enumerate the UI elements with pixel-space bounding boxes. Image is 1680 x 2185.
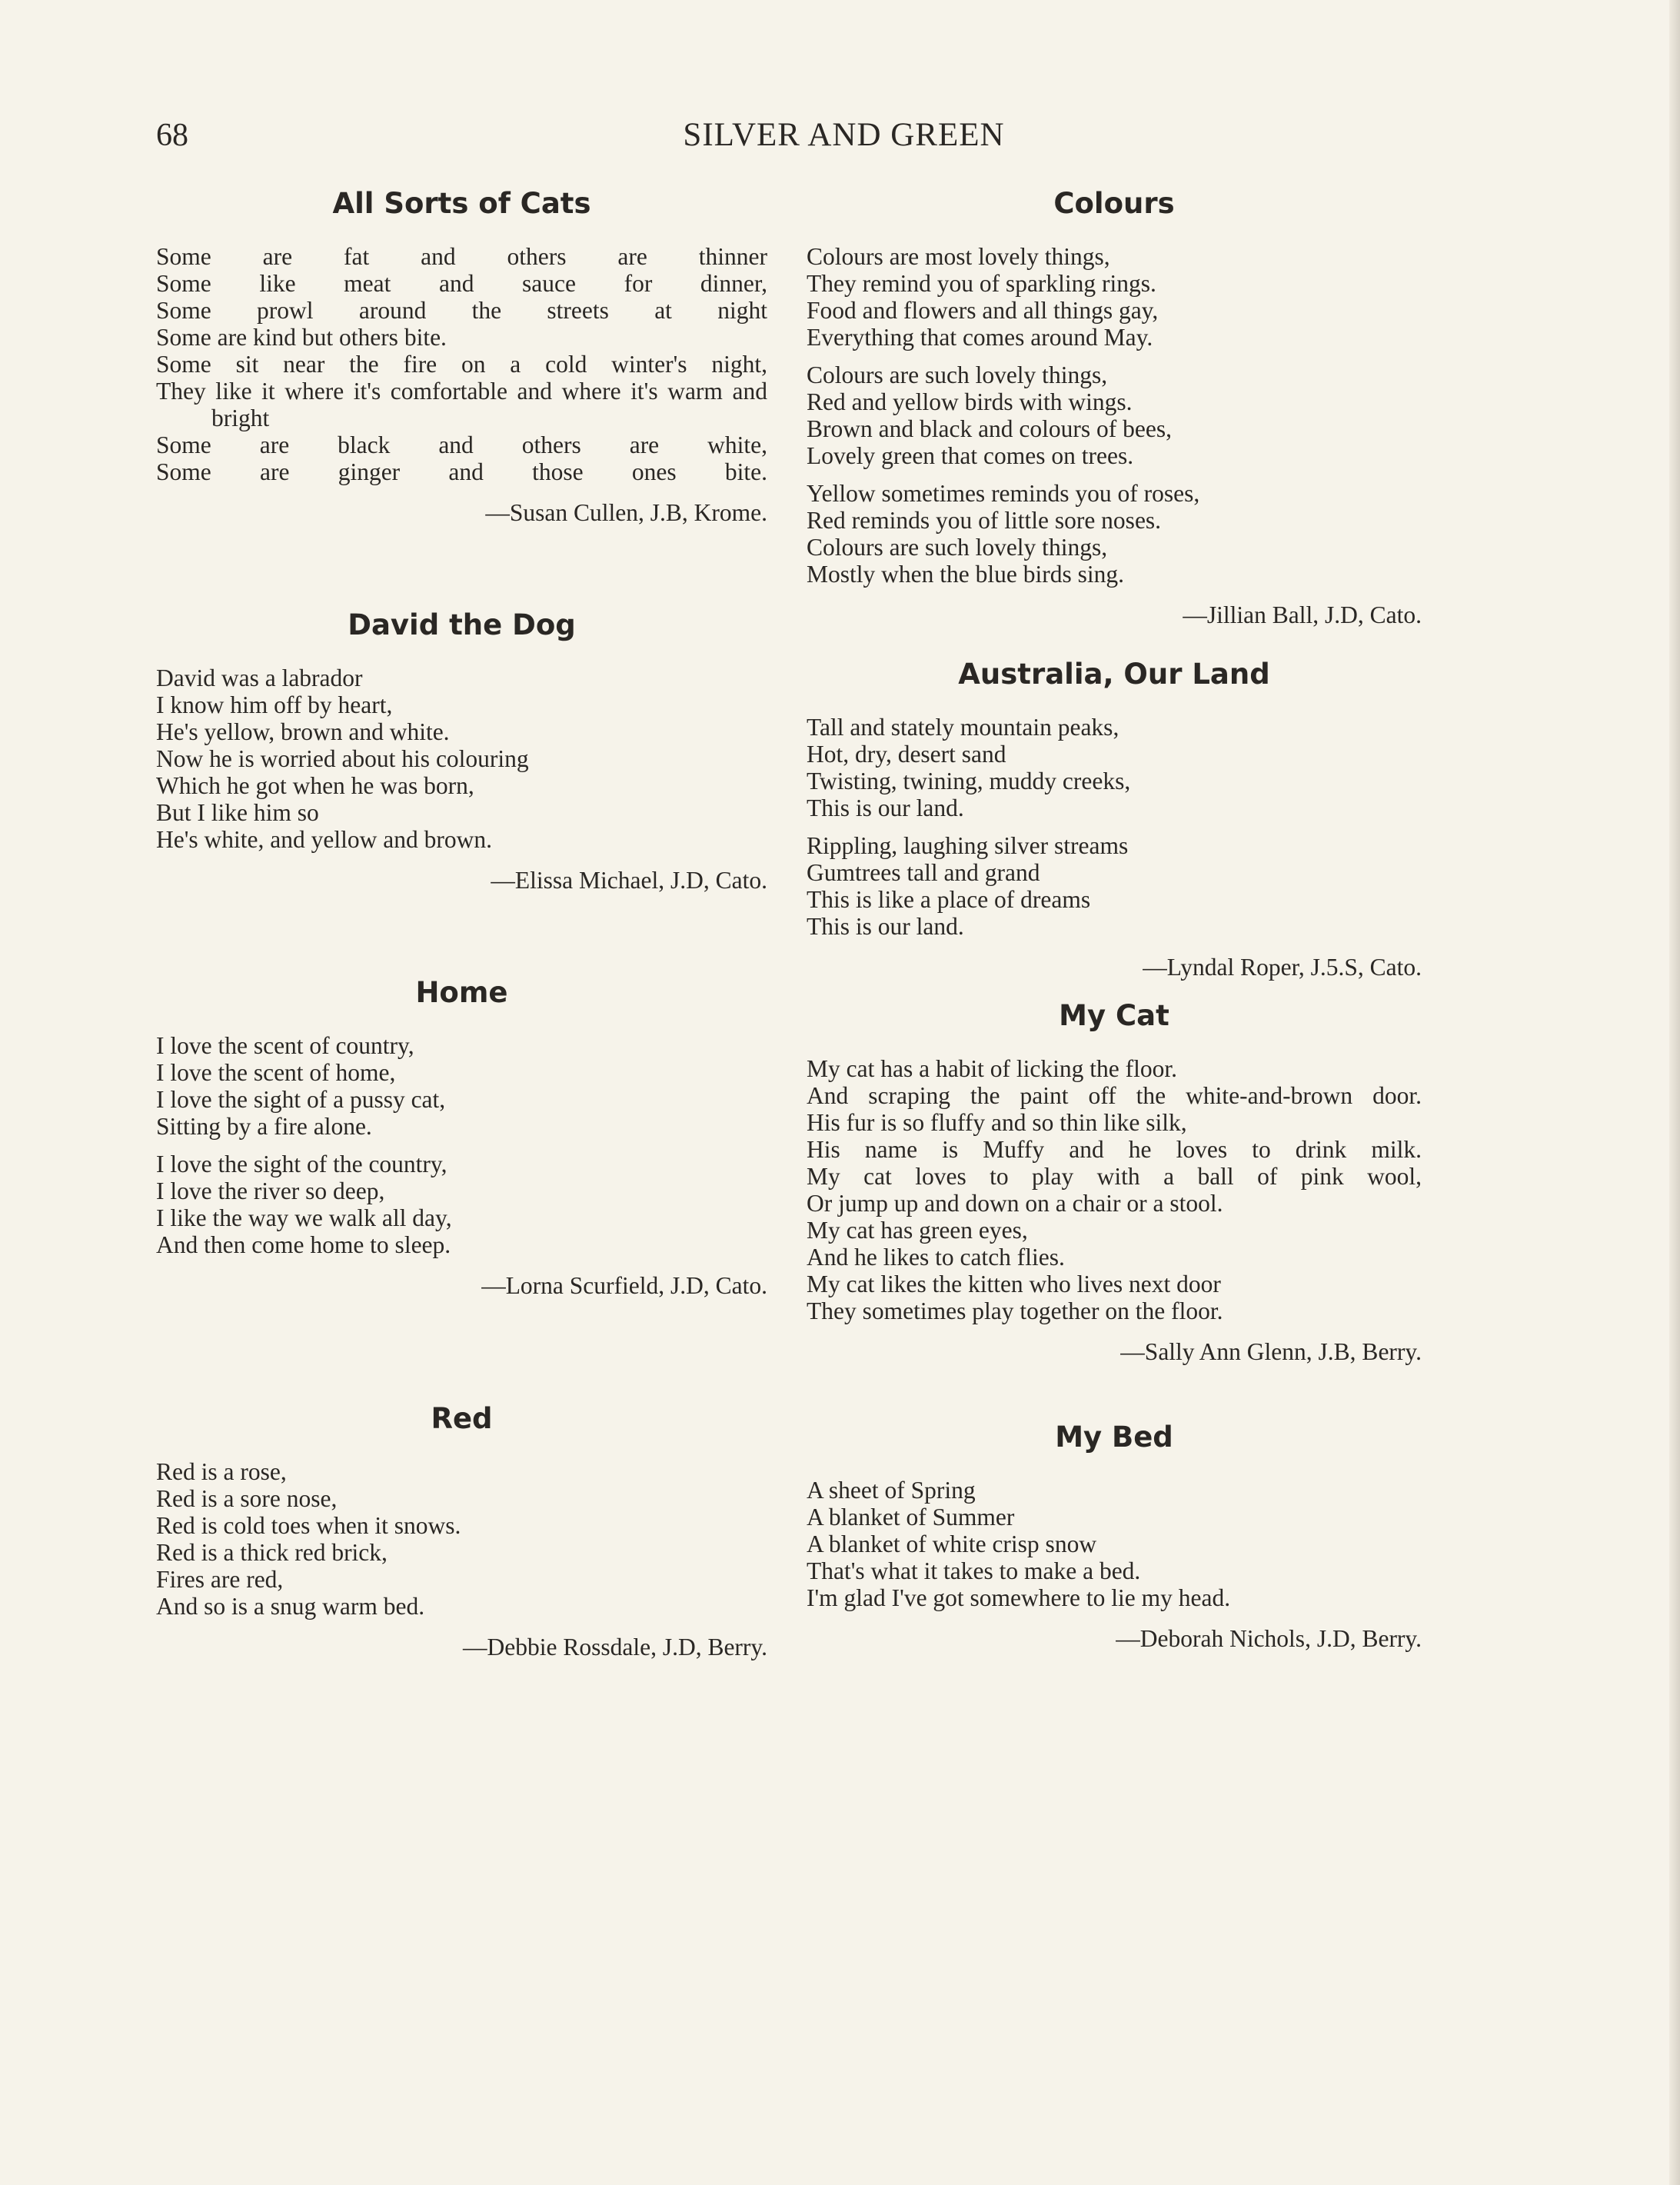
poem-colours [807,185,1422,631]
poem-line: They sometimes play together on the floor. [807,1297,1223,1324]
running-title: SILVER AND GREEN [683,117,1005,153]
poem-line: Colours are such lovely things, [807,534,1108,561]
poem-line: I like the way we walk all day, [156,1204,452,1231]
poem-red [156,1400,767,1663]
stanza [807,243,1422,351]
poem-line: Red reminds you of little sore noses. [807,507,1162,534]
poem-title: All Sorts of Cats [332,187,591,220]
poem-author: —Debbie Rossdale, J.D, Berry. [462,1634,767,1660]
poem-line: Red is a sore nose, [156,1485,338,1512]
stanza [156,664,767,853]
poem-my-bed [807,1418,1422,1654]
poem-line: Mostly when the blue birds sing. [807,561,1124,588]
poem-line: And so is a snug warm bed. [156,1593,425,1620]
stanza [807,714,1422,821]
poem-title: Red [431,1402,493,1435]
poem-line: My cat has a habit of licking the floor. [807,1055,1178,1082]
stanza [807,832,1422,940]
poem-line: I love the scent of home, [156,1059,396,1086]
poem-line: He's yellow, brown and white. [156,718,450,745]
poem-line: Hot, dry, desert sand [807,741,1006,768]
page-edge-shadow [1669,0,1680,2185]
stanza [156,243,767,485]
poem-line: Some like meat and sauce for dinner, [156,270,767,297]
poem-line: Colours are such lovely things, [807,361,1108,388]
poem-author: —Deborah Nichols, J.D, Berry. [1116,1625,1422,1652]
poem-line: A sheet of Spring [807,1477,976,1504]
poem-line: David was a labrador [156,664,363,691]
page-number: 68 [156,118,188,153]
stanza [807,480,1422,588]
poem-line: I know him off by heart, [156,691,393,718]
poem-line: I love the sight of the country, [156,1151,447,1177]
poem-line: Or jump up and down on a chair or a stool. [807,1190,1223,1217]
stanza [156,1032,767,1140]
poem-line: I'm glad I've got somewhere to lie my head. [807,1584,1231,1611]
poem-line: A blanket of Summer [807,1504,1015,1530]
poem-line: I love the river so deep, [156,1177,385,1204]
poem-line: This is our land. [807,913,964,940]
stanza [807,361,1422,469]
poem-all-sorts-of-cats [156,185,767,528]
poem-line: Red is cold toes when it snows. [156,1512,461,1539]
poem-line: They like it where it's comfortable and where it's warm and bright [156,378,767,431]
poem-my-cat [807,997,1422,1367]
poem-line: He's white, and yellow and brown. [156,826,492,853]
poem-title: Colours [1053,187,1175,220]
poem-author: —Susan Cullen, J.B, Krome. [485,499,767,526]
poem-line: His fur is so fluffy and so thin like silk, [807,1109,1187,1136]
poem-line: Lovely green that comes on trees. [807,442,1134,469]
poem-line: Brown and black and colours of bees, [807,415,1172,442]
poem-line: Everything that comes around May. [807,324,1153,351]
poem-author: —Lorna Scurfield, J.D, Cato. [481,1272,767,1299]
poem-line: And then come home to sleep. [156,1231,451,1258]
poem-david-the-dog [156,606,767,896]
poem-author: —Lyndal Roper, J.5.S, Cato. [1143,954,1422,981]
poem-author: —Jillian Ball, J.D, Cato. [1183,601,1422,628]
poem-line: Red and yellow birds with wings. [807,388,1133,415]
poem-line: I love the scent of country, [156,1032,414,1059]
stanza [807,1477,1422,1611]
poem-title: David the Dog [348,608,576,641]
poem-line: His name is Muffy and he loves to drink milk. [807,1136,1422,1163]
poem-title: My Bed [1055,1421,1173,1454]
poem-line: Rippling, laughing silver streams [807,832,1129,859]
poem-title: My Cat [1059,999,1169,1032]
poem-line: Some are ginger and those ones bite. [156,458,767,485]
poem-line: Sitting by a fire alone. [156,1113,372,1140]
poem-line: A blanket of white crisp snow [807,1530,1097,1557]
poem-line: Food and flowers and all things gay, [807,297,1159,324]
poem-line: Some prowl around the streets at night [156,297,767,324]
poem-line: My cat likes the kitten who lives next door [807,1271,1221,1297]
poem-line: Red is a rose, [156,1458,287,1485]
poem-home [156,974,767,1301]
poem-australia-our-land [807,655,1422,983]
poem-line: And scraping the paint off the white-and-brown door. [807,1082,1422,1109]
poem-line: Some are kind but others bite. [156,324,447,351]
poem-line: That's what it takes to make a bed. [807,1557,1141,1584]
poem-line: But I like him so [156,799,319,826]
poem-line: Gumtrees tall and grand [807,859,1040,886]
poem-title: Australia, Our Land [958,658,1270,691]
stanza [156,1458,767,1620]
poem-line: Some sit near the fire on a cold winter's night, [156,351,767,378]
poem-line: Fires are red, [156,1566,284,1593]
poem-line: Twisting, twining, muddy creeks, [807,768,1131,794]
stanza [807,1055,1422,1324]
poem-line: Now he is worried about his colouring [156,745,529,772]
poem-line: This is like a place of dreams [807,886,1091,913]
poem-line: My cat loves to play with a ball of pink wool, [807,1163,1422,1190]
poem-title: Home [415,976,508,1009]
poem-line: I love the sight of a pussy cat, [156,1086,446,1113]
poem-line: Which he got when he was born, [156,772,474,799]
poem-author: —Sally Ann Glenn, J.B, Berry. [1120,1338,1422,1365]
poem-line: Tall and stately mountain peaks, [807,714,1119,741]
poem-line: Colours are most lovely things, [807,243,1110,270]
poem-line: Yellow sometimes reminds you of roses, [807,480,1200,507]
poem-line: Some are fat and others are thinner [156,243,767,270]
poem-line: Some are black and others are white, [156,431,767,458]
poem-line: My cat has green eyes, [807,1217,1028,1244]
poem-line: They remind you of sparkling rings. [807,270,1156,297]
poem-line: And he likes to catch flies. [807,1244,1065,1271]
poem-line: Red is a thick red brick, [156,1539,388,1566]
poem-line: This is our land. [807,794,964,821]
page-header [0,114,1680,168]
poem-author: —Elissa Michael, J.D, Cato. [491,867,767,894]
stanza [156,1151,767,1258]
